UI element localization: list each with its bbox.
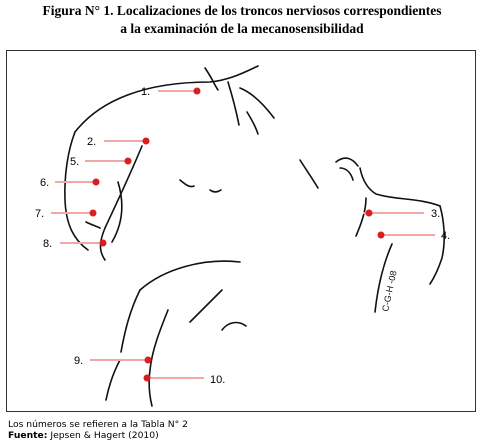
marker-dot-9 xyxy=(145,357,152,364)
right-arm-crease xyxy=(356,198,366,236)
figure-title-line-1: Figura N° 1. Localizaciones de los troncos nerviosos correspondientes xyxy=(42,3,442,18)
marker-dot-4 xyxy=(378,232,385,239)
marker-label-6: 6. xyxy=(40,177,50,189)
artist-signature: C-G-H -08 xyxy=(380,269,399,313)
figure-note: Los números se refieren a la Tabla N° 2 xyxy=(8,419,188,430)
marker-label-8: 8. xyxy=(43,238,53,250)
right-arm-top xyxy=(360,168,440,206)
lower-shoulder xyxy=(140,261,240,290)
lower-arm-outer xyxy=(121,290,140,352)
shoulder-outline xyxy=(75,66,258,132)
chest-mark-2 xyxy=(210,190,221,192)
marker-dot-5 xyxy=(125,158,132,165)
marker-label-2: 2. xyxy=(87,136,97,148)
figure-source xyxy=(8,430,159,442)
marker-label-7: 7. xyxy=(35,208,45,220)
marker-label-4: 4. xyxy=(441,230,451,242)
right-shoulder-curve xyxy=(340,168,353,180)
marker-label-1: 1. xyxy=(141,86,151,98)
marker-label-5: 5. xyxy=(70,156,80,168)
source-label: Fuente: xyxy=(8,430,48,441)
source-text: Jepsen & Hagert (2010) xyxy=(50,430,159,441)
lower-arm-inner xyxy=(149,310,168,406)
marker-dot-3 xyxy=(366,210,373,217)
marker-label-3: 3. xyxy=(431,208,441,220)
neck-crease xyxy=(228,82,239,125)
lower-chest-line xyxy=(190,290,222,322)
lower-forearm-outer xyxy=(106,360,120,400)
marker-dot-8 xyxy=(100,240,107,247)
collar-line xyxy=(240,88,274,118)
right-shoulder-top xyxy=(336,158,358,166)
armpit-line xyxy=(112,182,122,242)
clavicle-line xyxy=(247,112,258,134)
marker-label-9: 9. xyxy=(74,355,84,367)
lower-nipple-mark xyxy=(222,323,246,330)
marker-label-10: 10. xyxy=(210,374,226,386)
figure-title-line-2: a la examinación de la mecanosensibilidad xyxy=(120,21,364,36)
marker-dot-2 xyxy=(143,138,150,145)
marker-dot-7 xyxy=(90,210,97,217)
marker-dot-6 xyxy=(93,179,100,186)
arm-outer xyxy=(65,132,88,250)
chest-mark xyxy=(180,180,194,187)
right-neck-line xyxy=(300,160,318,188)
marker-dot-1 xyxy=(194,88,201,95)
elbow-mark xyxy=(86,222,100,228)
marker-group xyxy=(35,86,450,386)
neck-outline xyxy=(205,68,218,90)
marker-dot-10 xyxy=(144,375,151,382)
